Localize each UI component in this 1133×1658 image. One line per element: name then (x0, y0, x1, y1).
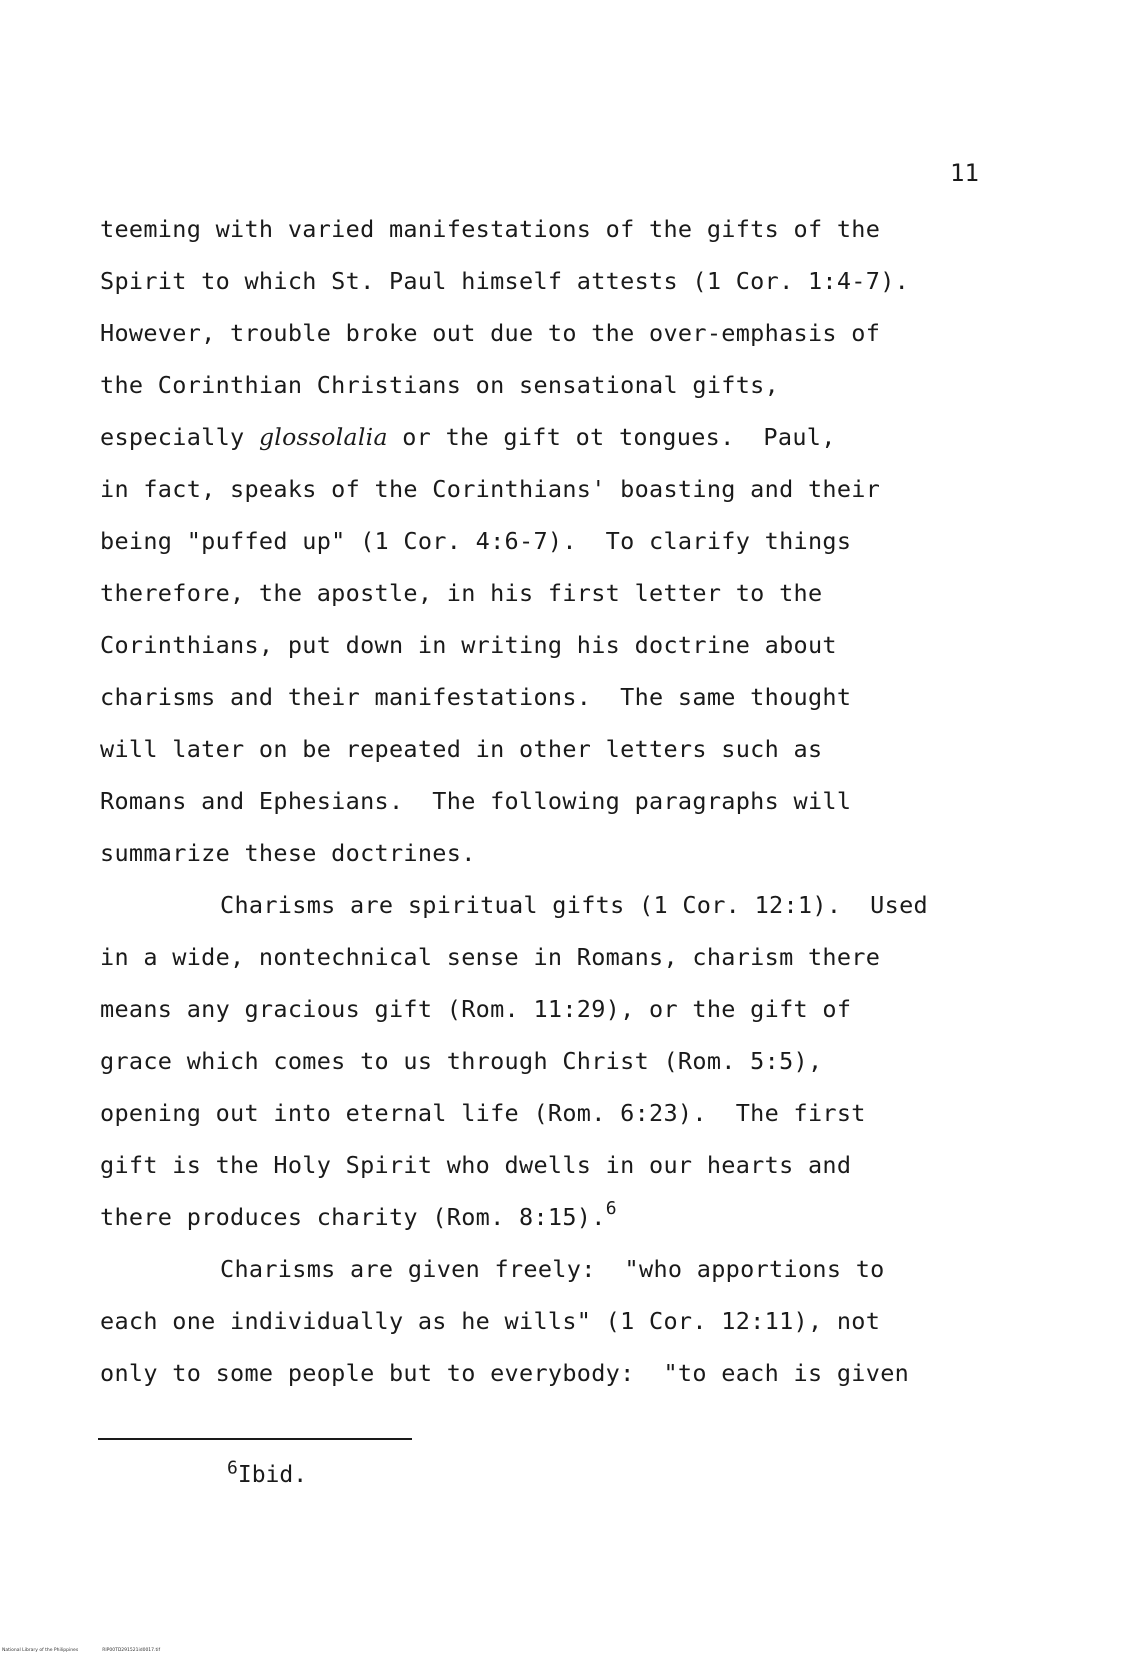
text-line: in a wide, nontechnical sense in Romans, charism there (100, 943, 881, 971)
footnote (227, 1457, 308, 1490)
footnote-divider (98, 1438, 412, 1440)
text-segment: especially (100, 423, 259, 451)
text-line: opening out into eternal life (Rom. 6:23). The first (100, 1099, 866, 1127)
footnote-reference: 6 (605, 1198, 617, 1220)
text-line: teeming with varied manifestations of the gifts of the (100, 215, 881, 243)
paragraph-first-line: Charisms are spiritual gifts (1 Cor. 12:1). Used (220, 891, 928, 919)
text-line: being "puffed up" (1 Cor. 4:6-7). To clarify things (100, 527, 852, 555)
text-line: gift is the Holy Spirit who dwells in our hearts and (100, 1151, 852, 1179)
text-line: therefore, the apostle, in his first letter to the (100, 579, 823, 607)
text-line: Romans and Ephesians. The following paragraphs will (100, 787, 852, 815)
text-line: Corinthians, put down in writing his doctrine about (100, 631, 837, 659)
text-line: Spirit to which St. Paul himself attests (1 Cor. 1:4-7). (100, 267, 910, 295)
text-line: the Corinthian Christians on sensational gifts, (100, 371, 780, 399)
text-line: summarize these doctrines. (100, 839, 476, 867)
text-line: However, trouble broke out due to the over-emphasis of (100, 319, 881, 347)
text-line: each one individually as he wills" (1 Cor. 12:11), not (100, 1307, 881, 1335)
text-line (100, 411, 1000, 463)
footnote-mark: 6 (227, 1457, 238, 1479)
scan-footer (2, 1648, 184, 1653)
text-line: grace which comes to us through Christ (Rom. 5:5), (100, 1047, 823, 1075)
footer-file-id: RIP00TD291521id0017.tif (102, 1648, 161, 1653)
text-segment: there produces charity (Rom. 8:15). (100, 1203, 606, 1231)
italic-term: glossolalia (258, 423, 388, 451)
text-line: will later on be repeated in other letters such as (100, 735, 823, 763)
body-text (100, 203, 1000, 1399)
text-segment: or the gift ot tongues. Paul, (387, 423, 836, 451)
paragraph-first-line: Charisms are given freely: "who apportions to (220, 1255, 885, 1283)
footer-library: National Library of the Philippines (2, 1648, 79, 1653)
text-line: charisms and their manifestations. The same thought (100, 683, 852, 711)
text-line: only to some people but to everybody: "to each is given (100, 1359, 910, 1387)
text-line: in fact, speaks of the Corinthians' boasting and their (100, 475, 881, 503)
page-number: 11 (950, 159, 979, 187)
footnote-text: Ibid. (237, 1462, 308, 1488)
text-line (100, 1191, 1000, 1243)
text-line: means any gracious gift (Rom. 11:29), or the gift of (100, 995, 852, 1023)
